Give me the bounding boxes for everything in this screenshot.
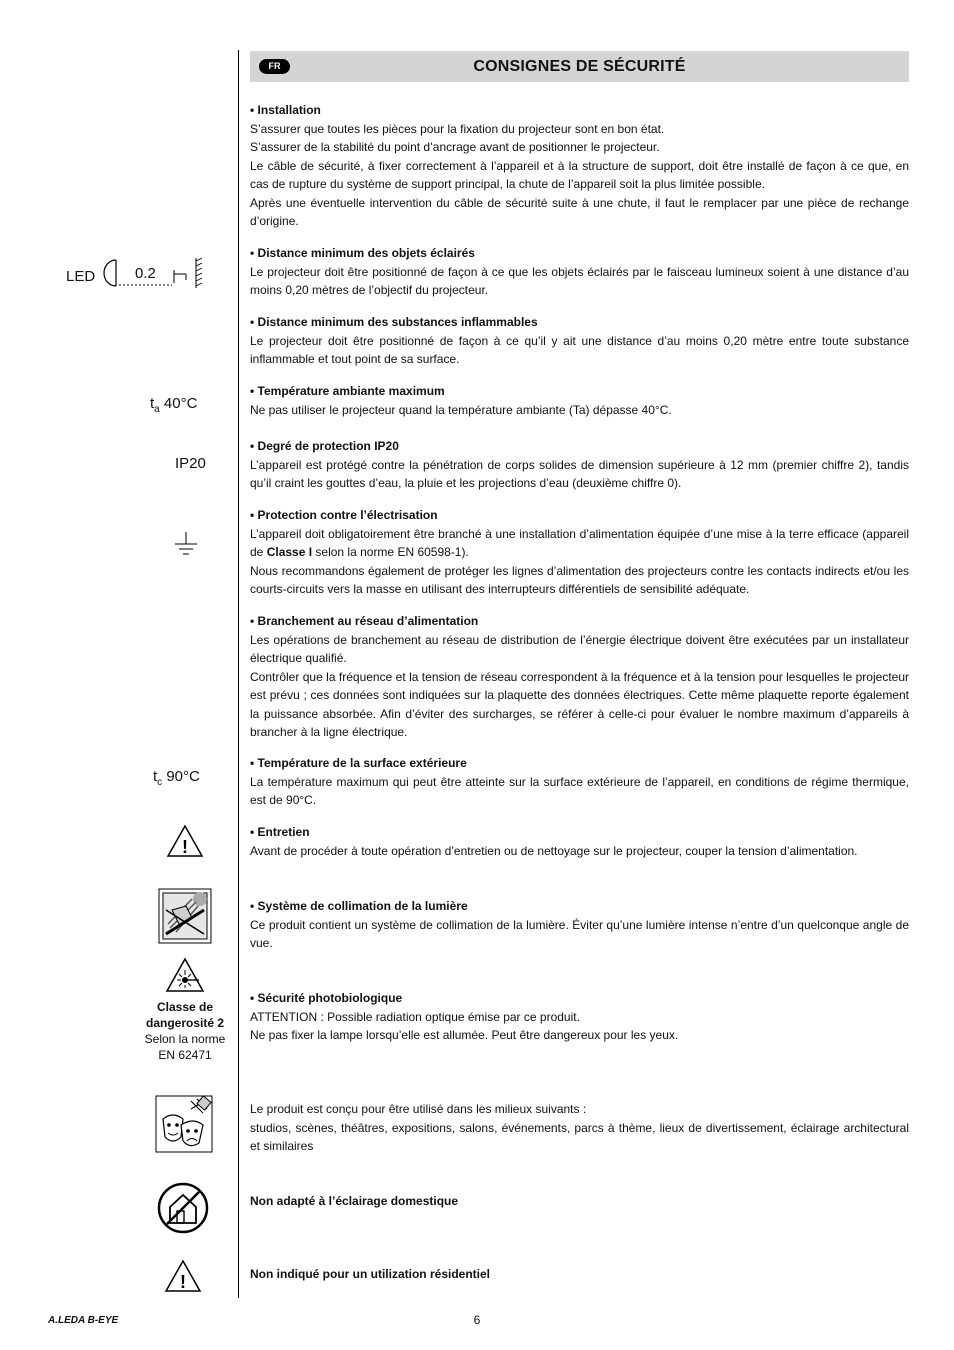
paragraph: S’assurer de la stabilité du point d’ancrage avant de positionner le projecteur.	[250, 140, 660, 154]
section-not-residential	[250, 1265, 909, 1284]
section-ambient-temperature	[250, 382, 909, 419]
subscript: c	[157, 777, 163, 788]
paragraph: Nous recommandons également de protéger les lignes d’alimentation des projecteurs contre les contacts indirects et/ou les courts-circuits vers la masse en utilisant des interrupteurs différentiels de sensibilité adéquate.	[250, 563, 909, 596]
section-title: • Température ambiante maximum	[250, 384, 445, 398]
hazard-class-title: Classe de	[156, 1000, 214, 1014]
section-power-connection	[250, 612, 909, 742]
subscript: a	[154, 404, 160, 415]
section-title: • Installation	[250, 103, 321, 117]
section-title: Non adapté à l’éclairage domestique	[250, 1194, 459, 1208]
model-name: A.LEDA B-EYE	[48, 1315, 119, 1326]
section-distance-objects	[250, 244, 909, 300]
paragraph: Contrôler que la fréquence et la tension de réseau correspondent à la fréquence et à la tension pour lesquelles le projecteur est prévu ; ces données sont indiquées sur la plaquette des données électriques. Cette même plaquette reporte également la puissance absorbée. Afin d’éviter des surcharges, se référer à celle-ci pour évaluer le nombre maximum d’appareils à brancher à la ligne électrique.	[250, 669, 909, 739]
ground-icon	[172, 530, 200, 560]
paragraph: Le projecteur doit être positionné de façon à ce que les objets éclairés par le faisceau lumineux soient à une distance d’au moins 0,20 mètres de l’objectif du projecteur.	[250, 264, 909, 297]
section-collimation	[250, 897, 909, 953]
paragraph	[250, 525, 909, 562]
section-title: • Distance minimum des objets éclairés	[250, 246, 475, 260]
paragraph: ATTENTION : Possible radiation optique émise par ce produit.	[250, 1009, 580, 1024]
section-ip-rating	[250, 437, 909, 493]
page-number: 6	[473, 1313, 481, 1327]
section-title: • Température de la surface extérieure	[250, 756, 467, 770]
class-label: Classe I	[266, 545, 313, 559]
section-photobiological	[250, 989, 909, 1045]
value: 90°C	[162, 768, 200, 785]
section-environments	[250, 1100, 909, 1156]
paragraph: studios, scènes, théâtres, expositions, salons, événements, parcs à thème, lieux de divertissement, éclairage architectural et similaires	[250, 1120, 909, 1153]
no-domestic-use-icon	[156, 1181, 210, 1235]
paragraph: Les opérations de branchement au réseau de distribution de l’énergie électrique doivent être exécutées par un installateur électrique qualifié.	[250, 632, 909, 665]
column-divider	[238, 50, 239, 1298]
warning-icon	[163, 1258, 203, 1294]
ambient-temperature-label	[150, 395, 197, 415]
warning-icon	[166, 823, 204, 859]
section-header	[250, 51, 909, 82]
section-title: • Entretien	[250, 825, 310, 839]
standard-number: EN 62471	[158, 1048, 212, 1062]
led-distance-value: 0.2	[135, 265, 156, 282]
paragraph: L’appareil est protégé contre la pénétration de corps solides de dimension supérieure à 12 mm (premier chiffre 2), tandis qu’il craint les gouttes d’eau, la pluie et les projections d’eau (deuxième chiffre 0).	[250, 457, 909, 490]
svg-text:!: !	[182, 837, 188, 857]
paragraph: Le produit est conçu pour être utilisé dans les milieux suivants :	[250, 1102, 587, 1116]
section-title: • Protection contre l’électrisation	[250, 508, 438, 522]
language-badge: FR	[259, 59, 290, 74]
standard-label: Selon la norme	[144, 1032, 226, 1046]
section-not-domestic	[250, 1192, 909, 1211]
entertainment-use-icon	[155, 1095, 213, 1153]
paragraph: Avant de procéder à toute opération d’entretien ou de nettoyage sur le projecteur, couper la tension d’alimentation.	[250, 843, 858, 858]
text: L’appareil doit obligatoirement être branché à une installation d’alimentation équipée d’une mise à la terre efficace (appareil de	[250, 526, 909, 559]
section-electric-protection	[250, 506, 909, 599]
section-title: • Système de collimation de la lumière	[250, 899, 468, 913]
paragraph: Le projecteur doit être positionné de façon à ce qu’il y ait une distance d’au moins 0,20 mètre entre toute substance inflammable et tout point de sa surface.	[250, 333, 909, 366]
section-maintenance	[250, 823, 909, 860]
section-title: • Branchement au réseau d’alimentation	[250, 614, 479, 628]
collimation-icon	[158, 888, 212, 944]
paragraph: La température maximum qui peut être atteinte sur la surface extérieure de l’appareil, en conditions de régime thermique, est de 90°C.	[250, 774, 909, 807]
section-installation	[250, 101, 909, 231]
svg-text:!: !	[180, 1272, 186, 1292]
text: selon la norme EN 60598-1).	[312, 545, 469, 559]
value: 40°C	[159, 395, 198, 412]
paragraph: Le câble de sécurité, à fixer correctement à l’appareil et à la structure de support, doit être installé de façon à ce que, en cas de rupture du système de support principal, la chute de l’appareil soit la plus limitée possible.	[250, 158, 909, 191]
paragraph: Après une éventuelle intervention du câble de sécurité suite à une chute, il faut le remplacer par une pièce de rechange d’origine.	[250, 195, 909, 228]
hazard-class-level: dangerosité 2	[145, 1016, 225, 1030]
paragraph: Ne pas utiliser le projecteur quand la température ambiante (Ta) dépasse 40°C.	[250, 402, 672, 417]
surface-temperature-label	[153, 768, 200, 788]
laser-radiation-icon	[165, 957, 205, 993]
section-surface-temperature	[250, 754, 909, 810]
hazard-class-block	[135, 999, 235, 1063]
ip-rating-label: IP20	[175, 455, 206, 472]
led-label: LED	[66, 268, 96, 285]
paragraph: Ne pas fixer la lampe lorsqu’elle est allumée. Peut être dangereux pour les yeux.	[250, 1028, 679, 1042]
section-title: • Sécurité photobiologique	[250, 991, 403, 1005]
paragraph: Ce produit contient un système de collimation de la lumière. Éviter qu’une lumière intense n’entre d’un quelconque angle de vue.	[250, 917, 909, 950]
section-distance-flammable	[250, 313, 909, 369]
section-title: Non indiqué pour un utilization résidentiel	[250, 1267, 490, 1281]
t-symbol: t	[153, 768, 158, 785]
t-symbol: t	[150, 395, 155, 412]
section-title: • Distance minimum des substances inflammables	[250, 315, 538, 329]
section-title: • Degré de protection IP20	[250, 439, 399, 453]
paragraph: S’assurer que toutes les pièces pour la fixation du projecteur sont en bon état.	[250, 121, 665, 136]
page-title: CONSIGNES DE SÉCURITÉ	[473, 58, 686, 75]
